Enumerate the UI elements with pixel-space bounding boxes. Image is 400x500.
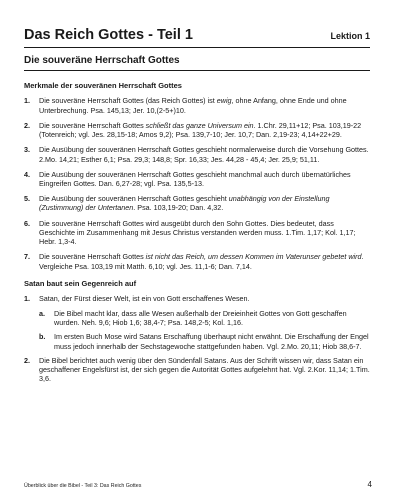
- list-item: [24, 96, 370, 114]
- page-footer: [24, 480, 372, 489]
- sub-list-item: [39, 309, 370, 327]
- page-number: 4: [367, 480, 372, 489]
- footer-text: Überblick über die Bibel - Teil 3: Das Reich Gottes: [24, 483, 142, 489]
- list-number: 1.: [24, 96, 30, 106]
- section-rule: [24, 70, 370, 71]
- list-text: [39, 194, 370, 212]
- document-page: [24, 28, 370, 389]
- list-text: [39, 170, 370, 188]
- list-item: [24, 219, 370, 247]
- list-number: 3.: [24, 145, 30, 155]
- sub-list-item: [39, 332, 370, 350]
- list-text: [39, 121, 370, 139]
- sub-list-letter: a.: [39, 308, 45, 318]
- text-segment: , ohne Anfang, ohne Ende und ohne Unterbrechung. Psa. 145,13; Jer. 10,(2-5+)10.: [39, 96, 347, 115]
- header-rule: [24, 47, 370, 49]
- list-number: 2.: [24, 355, 30, 365]
- list-number: 1.: [24, 293, 30, 303]
- list-item: [24, 252, 370, 270]
- list-text: [39, 96, 370, 114]
- list-item: [24, 145, 370, 163]
- text-segment: . 1.Chr. 29,11+12; Psa. 103,19-22 (Totenreich; vgl. Jes. 28,15-18; Amos 9,2); Psa. 139,7-10; Jer. 10,7; Dan. 2,19-23; 4,14+22+29.: [39, 120, 362, 140]
- list-number: 5.: [24, 194, 30, 204]
- characteristics-list: [24, 96, 370, 270]
- subheading-satan: Satan baut sein Gegenreich auf: [24, 278, 137, 288]
- text-segment: Die souveräne Herrschaft Gottes: [39, 120, 146, 130]
- document-title: Das Reich Gottes - Teil 1: [24, 27, 193, 43]
- list-number: 7.: [24, 252, 30, 262]
- list-text: [39, 252, 370, 270]
- list-text: Die Bibel berichtet auch wenig über den Sündenfall Satans. Aus der Schrift wissen wir, dass Satan ein geschaffener Engelsfürst ist, der sich gegen die Autorität Gottes aufgelehnt hat. Vgl. 2.Kor. 11,14; 1.Tim. 3,6.: [39, 355, 370, 384]
- emphasis-text: ist nicht das Reich, um dessen Kommen im Vaterunser gebetet wird: [145, 252, 362, 262]
- emphasis-text: ewig: [216, 96, 232, 106]
- list-text: Satan, der Fürst dieser Welt, ist ein von Gott erschaffenes Wesen.: [39, 293, 250, 303]
- sub-list-text: Die Bibel macht klar, dass alle Wesen außerhalb der Dreieinheit Gottes von Gott geschaffen wurden. Neh. 9,6; Hiob 1,6; 38,4-7; Psa. 148,2-5; Kol. 1,16.: [54, 308, 347, 328]
- text-segment: Die souveräne Herrschaft Gottes (das Reich Gottes) ist: [39, 96, 217, 106]
- list-item: [24, 194, 370, 212]
- list-text: [39, 219, 370, 247]
- list-item: [24, 356, 370, 384]
- emphasis-text: schließt das ganze Universum ein: [145, 120, 254, 130]
- sub-list-letter: b.: [39, 332, 46, 342]
- list-item: [24, 294, 370, 303]
- sub-list-text: Im ersten Buch Mose wird Satans Erschaffung überhaupt nicht erwähnt. Die Erschaffung der Engel muss jedoch innerhalb der Sechstagewoche stattgefunden haben. Vgl. 2.Mo. 20,11; Hiob 38,6-7.: [54, 332, 369, 351]
- list-number: 2.: [24, 120, 30, 130]
- text-segment: Die souveräne Herrschaft Gottes: [39, 252, 146, 262]
- list-text: [39, 145, 370, 163]
- text-segment: Die souveräne Herrschaft Gottes wird ausgeübt durch den Sohn Gottes. Dies bedeutet, dass Geschichte im Zusammenhang mit Jesus Christus verstanden werden muss. 1.Tim. 1,17; Kol. 1,17; Hebr. 1,3-4.: [39, 218, 356, 247]
- text-segment: . Vergleiche Psa. 103,19 mit Matth. 6,10; vgl. Jes. 11,1-6; Dan. 7,14.: [39, 252, 364, 271]
- text-segment: Die Ausübung der souveränen Herrschaft Gottes geschieht normalerweise durch die Vorsehung Gottes. 2.Mo. 14,21; Esther 6,1; Psa. 29,3; 148,8; Spr. 16,33; Jes. 44,28 - 45,4; Jer. 25,9; 51,11.: [39, 145, 369, 164]
- lesson-label: Lektion 1: [330, 31, 370, 41]
- section-title: Die souveräne Herrschaft Gottes: [24, 55, 180, 67]
- emphasis-text: unabhängig von der Einstellung (Zustimmung) der Untertanen: [39, 194, 330, 213]
- page-header: [24, 28, 370, 44]
- list-item: [24, 170, 370, 188]
- list-number: 6.: [24, 218, 30, 228]
- text-segment: Die Ausübung der souveränen Herrschaft Gottes geschieht: [39, 194, 229, 204]
- list-item: [24, 121, 370, 139]
- text-segment: Die Ausübung der souveränen Herrschaft Gottes geschieht manchmal auch durch übernatürliches Eingreifen Gottes. Dan. 6,27-28; vgl. Psa. 135,5-13.: [39, 169, 351, 188]
- subheading-characteristics: Merkmale der souveränen Herrschaft Gottes: [24, 81, 182, 91]
- text-segment: . Psa. 103,19-20; Dan. 4,32.: [133, 203, 224, 213]
- list-number: 4.: [24, 169, 30, 179]
